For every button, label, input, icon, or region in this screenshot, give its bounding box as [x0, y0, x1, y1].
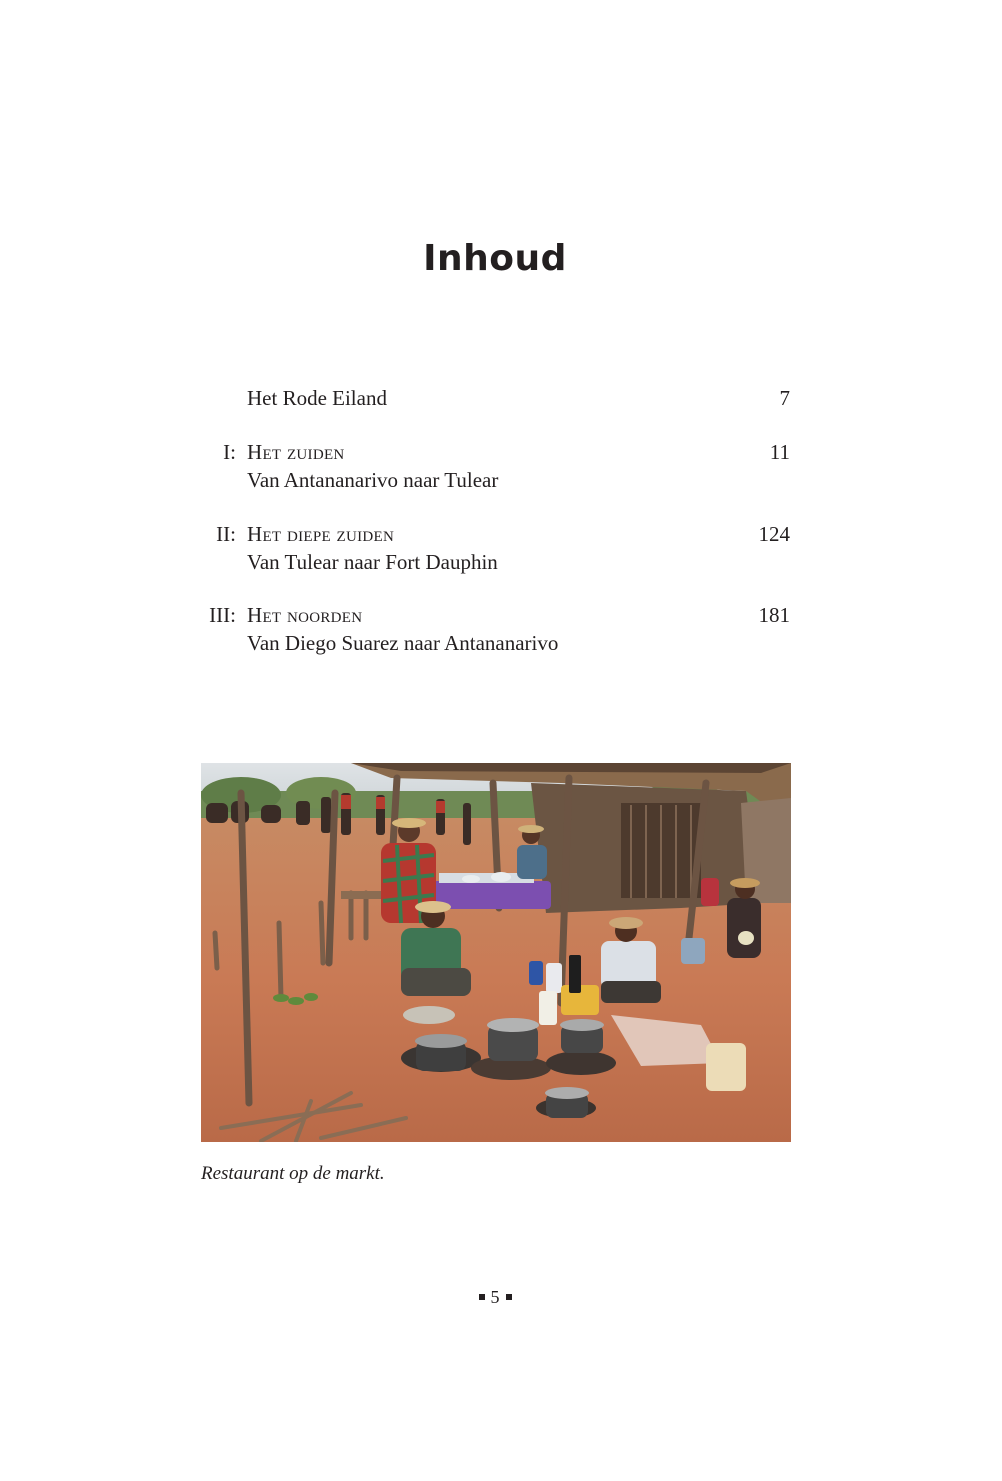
toc-entry-rode-eiland[interactable]	[190, 386, 790, 410]
page-title: Inhoud	[423, 238, 567, 279]
toc-entry-diepe-zuiden[interactable]	[190, 522, 790, 574]
page-folio	[0, 1287, 990, 1308]
toc-entry-page: 7	[779, 386, 790, 410]
toc-entry-page: 124	[758, 522, 790, 546]
folio-square-icon	[479, 1294, 485, 1300]
toc-entry-number: I:	[223, 440, 236, 464]
toc-entry-subtitle: Van Tulear naar Fort Dauphin	[247, 550, 498, 574]
toc-entry-subtitle: Van Antananarivo naar Tulear	[247, 468, 499, 492]
page-number: 5	[490, 1287, 500, 1307]
folio-square-icon	[506, 1294, 512, 1300]
toc-entry-number: III:	[209, 603, 236, 627]
market-restaurant-photo	[201, 763, 791, 1142]
toc-entry-zuiden[interactable]	[190, 440, 790, 492]
toc-entry-number: II:	[216, 522, 236, 546]
toc-entry-title: Het noorden	[247, 603, 363, 627]
toc-entry-title: Het zuiden	[247, 440, 345, 464]
toc-entry-page: 181	[758, 603, 790, 627]
table-of-contents	[190, 386, 790, 655]
toc-entry-subtitle: Van Diego Suarez naar Antananarivo	[247, 631, 559, 655]
toc-entry-title: Het Rode Eiland	[247, 386, 387, 410]
photo-caption: Restaurant op de markt.	[201, 1163, 385, 1184]
toc-entry-title: Het diepe zuiden	[247, 522, 395, 546]
toc-entry-noorden[interactable]	[190, 603, 790, 655]
toc-entry-page: 11	[769, 440, 790, 464]
